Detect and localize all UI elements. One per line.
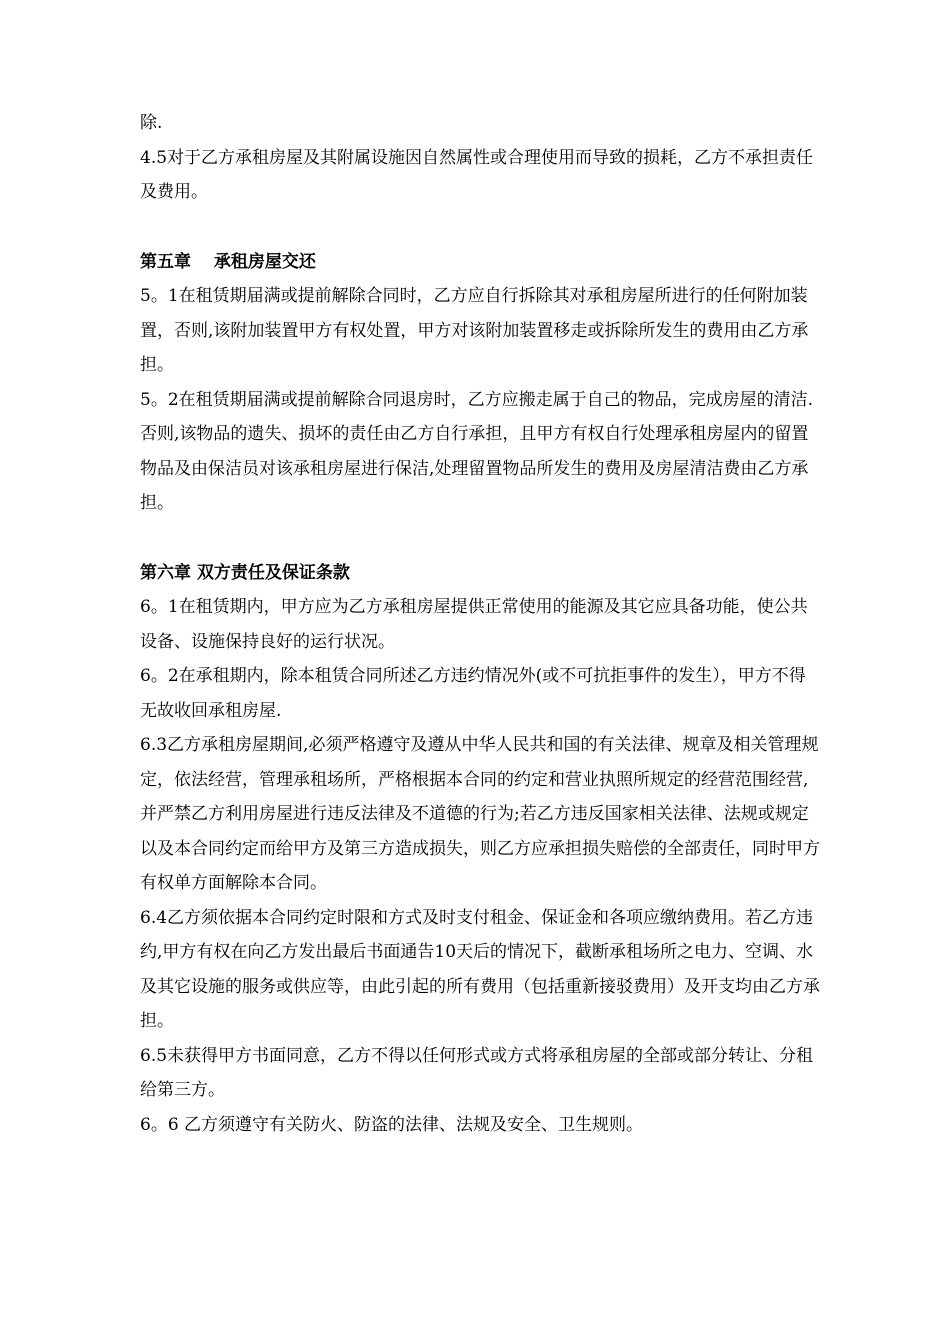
section-gap	[140, 210, 820, 245]
chapter-6-heading: 第六章 双方责任及保证条款	[140, 562, 350, 583]
document-page	[140, 106, 820, 1142]
section-gap	[140, 521, 820, 556]
clause-6-2: 6。2在承租期内，除本租赁合同所述乙方违约情况外(或不可抗拒事件的发生），甲方不得无故收回承租房屋.	[140, 666, 806, 721]
clause-4-5: 4.5对于乙方承租房屋及其附属设施因自然属性或合理使用而导致的损耗，乙方不承担责任及费用。	[140, 147, 814, 202]
chapter-5-heading: 第五章 承租房屋交还	[140, 251, 316, 272]
clause-5-2: 5。2在租赁期届满或提前解除合同退房时，乙方应搬走属于自己的物品，完成房屋的清洁.否则,该物品的遗失、损坏的责任由乙方自行承担，且甲方有权自行处理承租房屋内的留置物品及由保洁员对该承租房屋进行保洁,处理留置物品所发生的费用及房屋清洁费由乙方承担。	[140, 389, 814, 513]
clause-6-1: 6。1在租赁期内，甲方应为乙方承租房屋提供正常使用的能源及其它应具备功能，使公共设备、设施保持良好的运行状况。	[140, 597, 808, 652]
clause-6-3: 6.3乙方承租房屋期间,必须严格遵守及遵从中华人民共和国的有关法律、规章及相关管理规定，依法经营，管理承租场所，严格根据本合同的约定和营业执照所规定的经营范围经营,并严禁乙方利用房屋进行违反法律及不道德的行为;若乙方违反国家相关法律、法规或规定以及本合同约定而给甲方及第三方造成损失，则乙方应承担损失赔偿的全部责任，同时甲方有权单方面解除本合同。	[140, 735, 820, 893]
clause-5-1: 5。1在租赁期届满或提前解除合同时，乙方应自行拆除其对承租房屋所进行的任何附加装置，否则,该附加装置甲方有权处置，甲方对该附加装置移走或拆除所发生的费用由乙方承担。	[140, 286, 809, 375]
paragraph-continuation: 除.	[140, 113, 163, 133]
clause-6-5: 6.5未获得甲方书面同意，乙方不得以任何形式或方式将承租房屋的全部或部分转让、分租给第三方。	[140, 1045, 814, 1100]
clause-6-6: 6。6 乙方须遵守有关防火、防盗的法律、法规及安全、卫生规则。	[140, 1114, 644, 1135]
clause-6-4: 6.4乙方须依据本合同约定时限和方式及时支付租金、保证金和各项应缴纳费用。若乙方违约,甲方有权在向乙方发出最后书面通告10天后的情况下，截断承租场所之电力、空调、水及其它设施的服务或供应等，由此引起的所有费用（包括重新接驳费用）及开支均由乙方承担。	[140, 907, 820, 1031]
